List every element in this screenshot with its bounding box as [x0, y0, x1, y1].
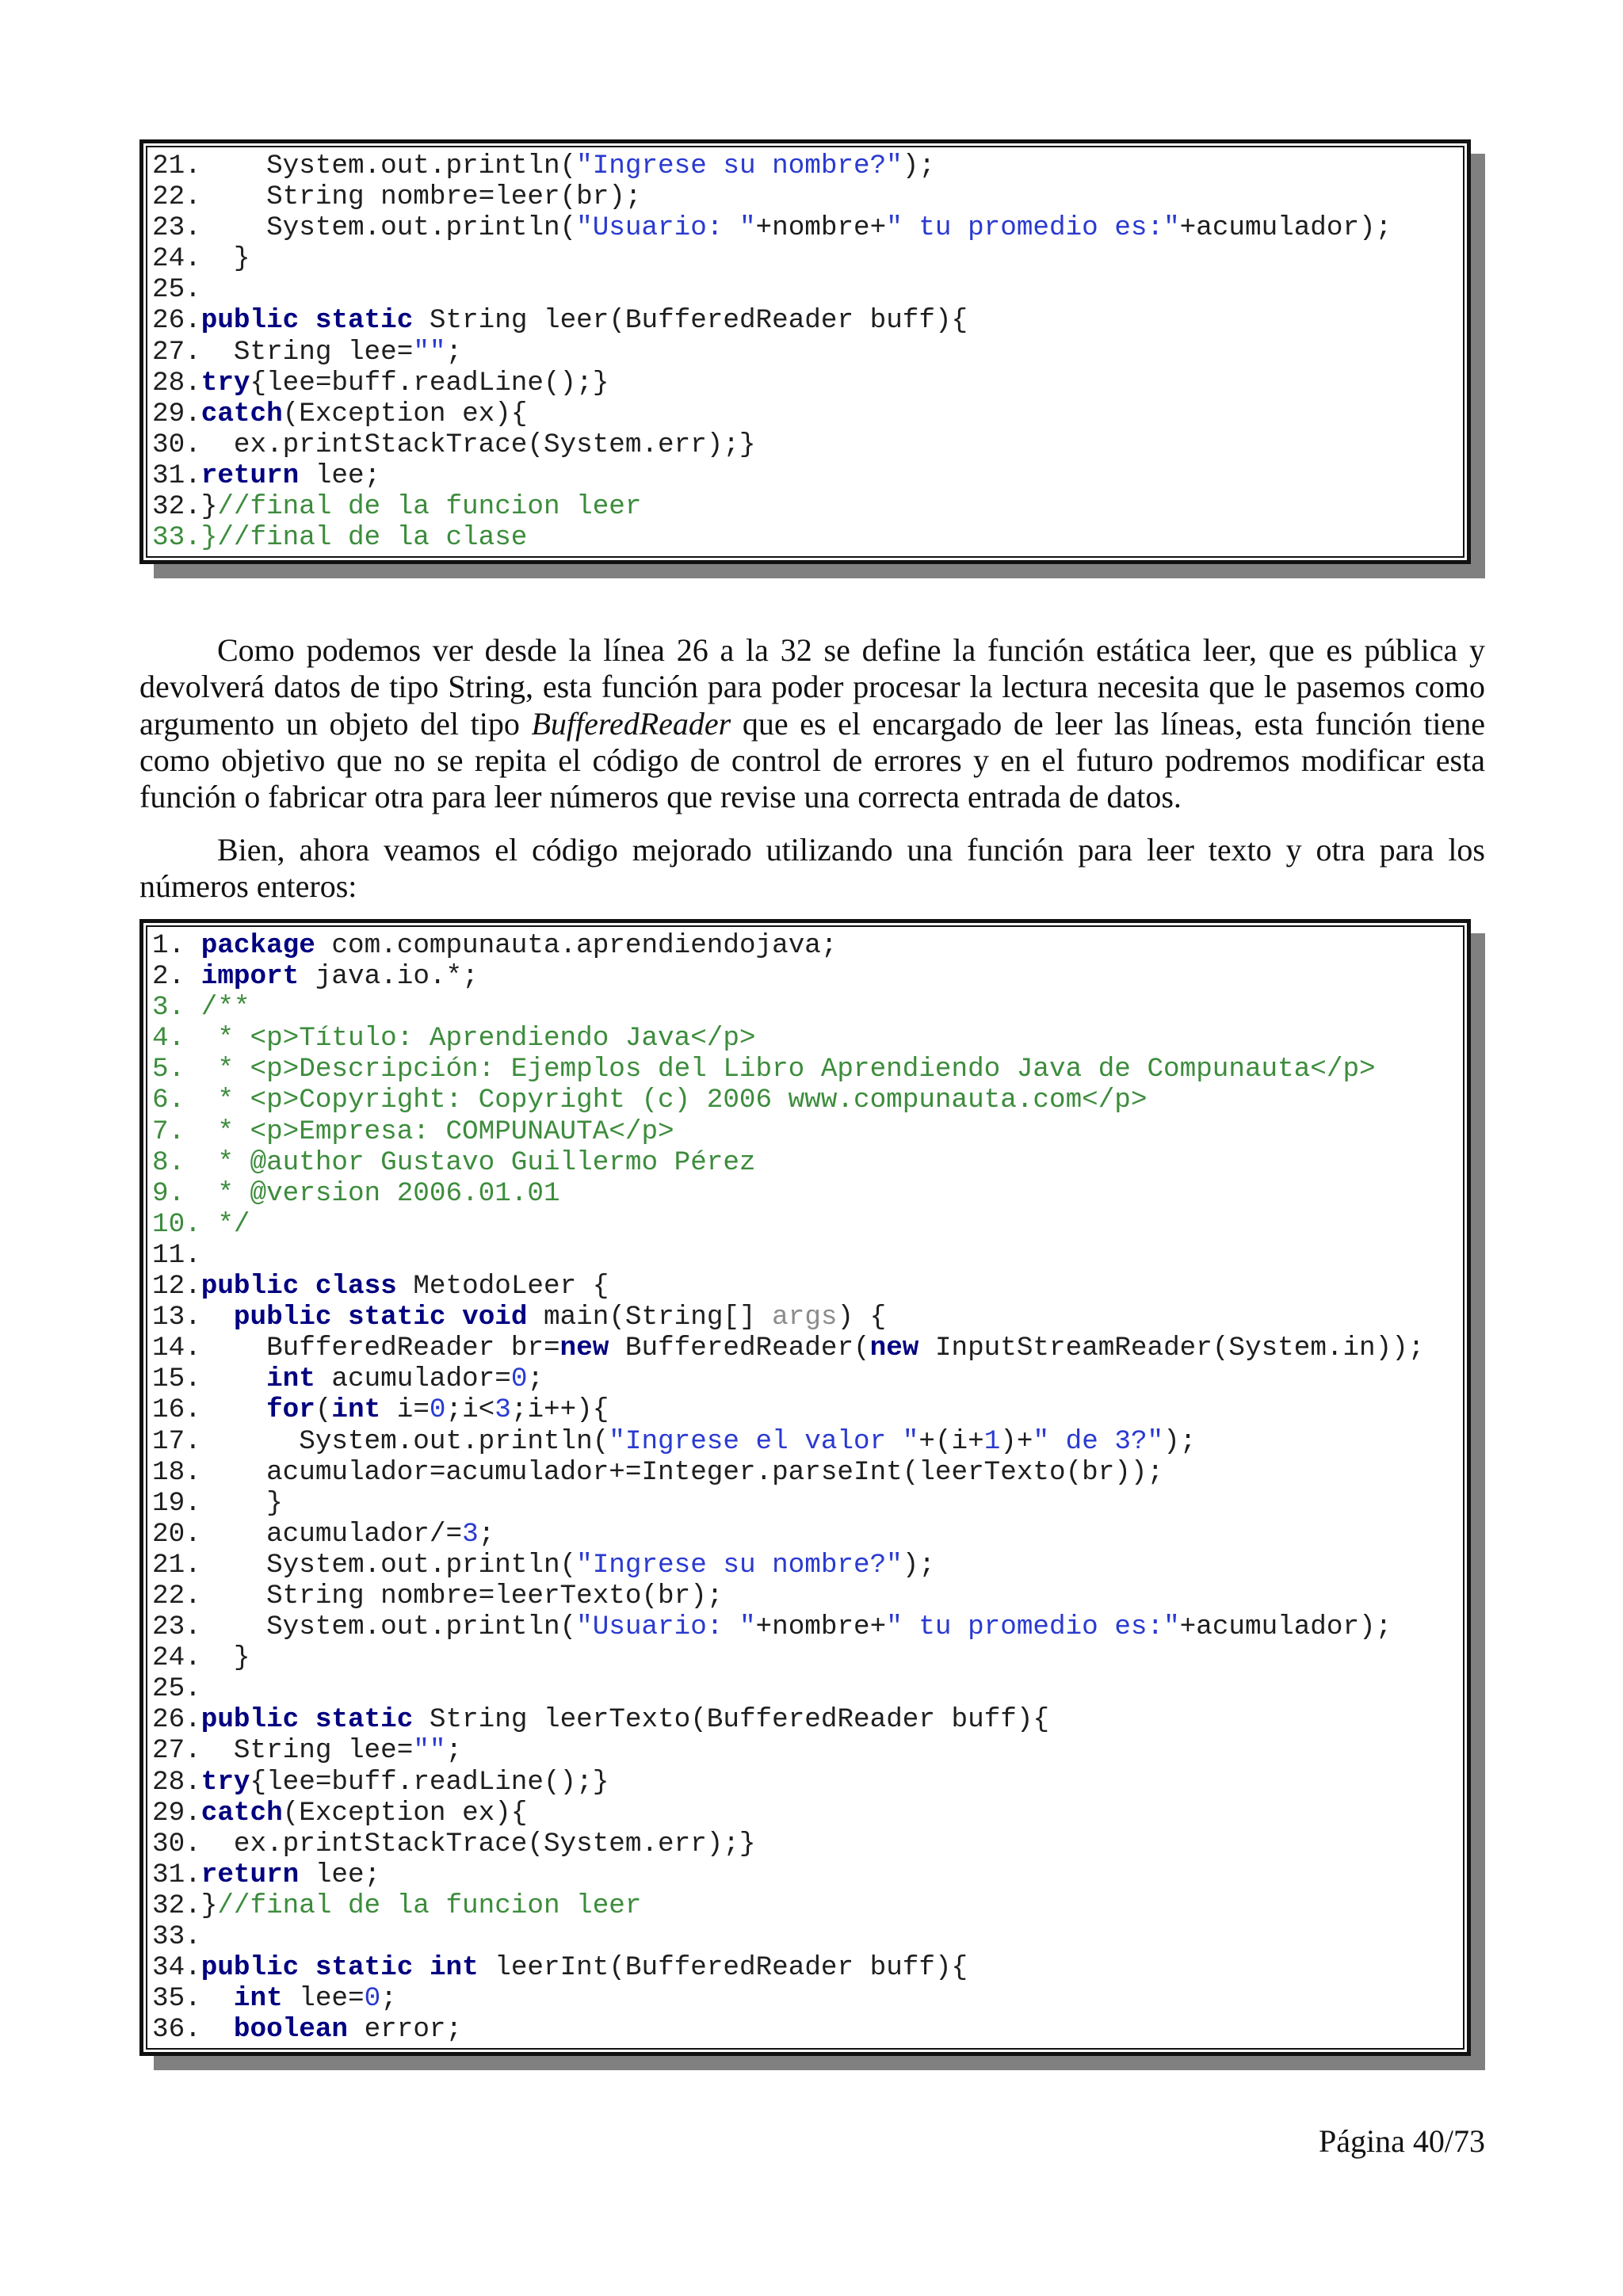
code-token-plain: 11.	[152, 1239, 201, 1271]
code-line	[152, 1519, 1463, 1550]
code-token-plain: 21. System.out.println(	[152, 1549, 577, 1581]
code-token-string: "Ingrese el valor "	[609, 1425, 919, 1457]
code-token-plain: 34.	[152, 1952, 201, 1984]
code-token-number: 3	[462, 1518, 479, 1550]
code-token-plain: leerInt(BufferedReader buff){	[478, 1952, 968, 1984]
code-line	[152, 305, 1463, 336]
code-line	[152, 1798, 1463, 1829]
code-token-plain	[299, 1271, 315, 1302]
code-token-number: 0	[429, 1394, 446, 1426]
code-token-plain: 12.	[152, 1271, 201, 1302]
code-line	[152, 1983, 1463, 2014]
code-token-string: " tu promedio es:"	[886, 212, 1180, 244]
code-line	[152, 274, 1463, 305]
code-token-plain: 21. System.out.println(	[152, 151, 577, 181]
code-token-keyword: int	[266, 1363, 315, 1395]
text-span: como objetivo que no se repita el código de control de errores y en el futuro podremos modificar esta	[139, 742, 1485, 778]
code-token-plain: (Exception ex){	[282, 398, 528, 429]
code-token-plain: {lee=buff.readLine();}	[250, 1766, 609, 1798]
code-token-comment: 10. */	[152, 1208, 250, 1240]
code-line	[152, 1302, 1463, 1333]
code-token-comment: 7. * <p>Empresa: COMPUNAUTA</p>	[152, 1116, 674, 1147]
code-token-plain: 14. BufferedReader br=	[152, 1333, 560, 1364]
code-line	[152, 1611, 1463, 1642]
code-line	[152, 243, 1463, 274]
code-token-plain: 19. }	[152, 1487, 283, 1519]
code-token-comment: 6. * <p>Copyright: Copyright (c) 2006 www.compunauta.com</p>	[152, 1085, 1148, 1116]
code-token-comment: //final de la funcion leer	[217, 1890, 642, 1921]
code-line	[152, 1890, 1463, 1921]
code-token-keyword: static	[315, 1704, 414, 1736]
code-token-string: ""	[413, 1735, 446, 1767]
code-token-plain: 28.	[152, 367, 201, 399]
code-token-param: args	[772, 1302, 838, 1333]
code-token-keyword: public	[200, 305, 300, 337]
code-token-plain: 29.	[152, 1797, 201, 1829]
code-token-plain: ) {	[837, 1302, 887, 1333]
code-token-plain: 35.	[152, 1983, 234, 2015]
code-line	[152, 1426, 1463, 1457]
code-token-plain: 23. System.out.println(	[152, 212, 577, 244]
text-span: Bien, ahora veamos el código mejorado utilizando una función para leer texto y otra para los	[217, 832, 1485, 868]
code-token-number: 3	[495, 1394, 511, 1426]
code-listing-body	[146, 925, 1465, 2050]
code-token-keyword: try	[200, 1766, 250, 1798]
paragraph-line	[139, 632, 1485, 669]
code-line	[152, 1859, 1463, 1890]
page-number: Página 40/73	[1319, 2123, 1485, 2159]
code-line	[152, 1767, 1463, 1798]
code-line	[152, 1735, 1463, 1766]
code-token-plain	[331, 1302, 348, 1333]
code-token-plain: acumulador=	[315, 1363, 511, 1395]
code-line	[152, 460, 1463, 491]
italic-text: BufferedReader	[531, 705, 731, 742]
code-token-plain	[299, 305, 315, 336]
code-token-plain: 26.	[152, 305, 201, 337]
code-line	[152, 1704, 1463, 1735]
text-span: devolverá datos de tipo String, esta función para poder procesar la lectura necesita que le pasemos como	[139, 669, 1485, 705]
code-token-keyword: package	[200, 930, 315, 961]
code-token-plain: +acumulador);	[1179, 212, 1392, 244]
code-token-plain: 25.	[152, 274, 201, 306]
code-line	[152, 1116, 1463, 1147]
text-span: Como podemos ver desde la línea 26 a la 32 se define la función estática leer, que es pública y	[217, 632, 1485, 668]
code-line	[152, 1921, 1463, 1952]
code-token-keyword: catch	[200, 398, 283, 429]
code-line	[152, 1271, 1463, 1302]
code-token-comment: //final de la funcion leer	[217, 491, 642, 523]
text-span: que es el encargado de leer las líneas, esta función tiene	[731, 705, 1486, 742]
code-token-plain: ;	[527, 1363, 544, 1395]
code-line	[152, 1178, 1463, 1209]
code-token-string: " de 3?"	[1033, 1425, 1164, 1457]
code-token-comment: 8. * @author Gustavo Guillermo Pérez	[152, 1146, 756, 1178]
code-token-keyword: catch	[200, 1797, 283, 1829]
code-token-plain: 17. System.out.println(	[152, 1425, 609, 1457]
code-line	[152, 1394, 1463, 1425]
code-token-plain	[446, 1302, 463, 1333]
code-token-plain: 36.	[152, 2014, 234, 2046]
code-token-plain: 22. String nombre=leerTexto(br);	[152, 1580, 724, 1611]
code-token-plain: lee=	[282, 1983, 365, 2015]
code-token-plain: ;	[380, 1983, 397, 2015]
text-span: función o fabricar otra para leer números que revise una correcta entrada de datos.	[139, 779, 1182, 814]
code-token-plain: ;i<	[445, 1394, 495, 1426]
code-line	[152, 522, 1463, 553]
code-token-comment: 3. /**	[152, 992, 250, 1024]
code-token-plain: (	[315, 1394, 332, 1426]
code-line	[152, 1457, 1463, 1488]
code-token-plain: 30. ex.printStackTrace(System.err);}	[152, 1828, 756, 1859]
code-token-plain: 26.	[152, 1704, 201, 1736]
text-span: números enteros:	[139, 868, 357, 905]
code-line	[152, 368, 1463, 399]
code-token-plain: )+	[1000, 1425, 1033, 1457]
code-token-plain: 30. ex.printStackTrace(System.err);}	[152, 429, 756, 460]
code-line	[152, 930, 1463, 961]
code-line	[152, 1147, 1463, 1178]
code-token-comment: 9. * @version 2006.01.01	[152, 1177, 560, 1209]
code-token-string: "Usuario: "	[576, 1611, 756, 1643]
code-token-plain: 32.}	[152, 491, 218, 523]
code-token-comment: 33.}//final de la clase	[152, 522, 528, 554]
code-line	[152, 1023, 1463, 1054]
code-line	[152, 429, 1463, 460]
code-line	[152, 1209, 1463, 1240]
code-token-plain: 25.	[152, 1673, 201, 1705]
code-token-number: 1	[983, 1425, 1001, 1457]
code-token-plain	[413, 1952, 430, 1983]
code-token-keyword: return	[200, 1859, 300, 1890]
code-listing-body	[146, 146, 1465, 558]
paragraph-line	[139, 742, 1485, 779]
code-token-number: 0	[364, 1983, 381, 2015]
code-token-plain: main(String[]	[527, 1302, 773, 1333]
code-token-keyword: for	[266, 1394, 315, 1426]
code-token-keyword: boolean	[233, 2014, 348, 2046]
code-token-plain: 16.	[152, 1394, 267, 1426]
code-token-keyword: void	[462, 1302, 528, 1333]
code-token-plain: com.compunauta.aprendiendojava;	[315, 930, 838, 961]
code-token-plain: 27. String lee=	[152, 1735, 414, 1767]
code-token-plain: 27. String lee=	[152, 336, 414, 368]
code-token-plain: 31.	[152, 460, 201, 491]
code-token-keyword: public	[233, 1302, 332, 1333]
code-token-plain: ;	[445, 1735, 463, 1767]
code-token-keyword: static	[315, 305, 414, 337]
code-line	[152, 992, 1463, 1023]
code-token-plain: +(i+	[918, 1425, 984, 1457]
code-token-keyword: int	[331, 1394, 381, 1426]
code-token-keyword: public	[200, 1952, 300, 1984]
code-token-keyword: import	[200, 961, 300, 993]
code-token-plain: 23. System.out.println(	[152, 1611, 577, 1643]
code-line	[152, 399, 1463, 429]
code-token-keyword: int	[429, 1952, 479, 1984]
code-token-keyword: class	[315, 1271, 397, 1302]
code-token-plain: 24. }	[152, 243, 250, 275]
code-token-plain: error;	[348, 2014, 463, 2046]
code-token-plain: );	[902, 151, 935, 181]
code-token-string: "Usuario: "	[576, 212, 756, 244]
code-token-plain: ;i++){	[510, 1394, 609, 1426]
code-token-plain	[299, 1952, 315, 1983]
code-line	[152, 2014, 1463, 2045]
code-token-plain: lee;	[299, 1859, 381, 1890]
code-token-keyword: int	[233, 1983, 283, 2015]
code-line	[152, 1642, 1463, 1673]
code-token-string: "Ingrese su nombre?"	[576, 1549, 903, 1581]
paragraph	[139, 632, 1485, 815]
code-token-keyword: static	[315, 1952, 414, 1984]
code-token-plain: 32.}	[152, 1890, 218, 1921]
code-token-plain: 31.	[152, 1859, 201, 1890]
paragraph-line	[139, 832, 1485, 868]
code-token-plain: 20. acumulador/=	[152, 1518, 463, 1550]
code-token-plain: i=	[380, 1394, 430, 1426]
code-line	[152, 212, 1463, 243]
code-token-plain: +acumulador);	[1179, 1611, 1392, 1643]
code-token-plain: );	[1163, 1425, 1197, 1457]
code-token-keyword: new	[559, 1333, 609, 1364]
code-token-plain: BufferedReader(	[609, 1333, 870, 1364]
code-token-string: "Ingrese su nombre?"	[576, 151, 903, 181]
code-line	[152, 1054, 1463, 1085]
code-token-plain: 15.	[152, 1363, 267, 1395]
code-token-plain: 22. String nombre=leer(br);	[152, 181, 642, 213]
code-token-keyword: new	[869, 1333, 919, 1364]
code-line	[152, 1085, 1463, 1116]
code-token-plain: ;	[445, 336, 463, 368]
code-token-plain: lee;	[299, 460, 381, 491]
code-token-number: 0	[510, 1363, 528, 1395]
code-token-plain: java.io.*;	[299, 961, 479, 993]
code-token-plain: +nombre+	[755, 1611, 887, 1643]
paragraph-line	[139, 779, 1485, 815]
code-token-plain: 24. }	[152, 1642, 250, 1674]
code-token-plain: );	[902, 1549, 935, 1581]
code-line	[152, 491, 1463, 522]
paragraph	[139, 832, 1485, 906]
code-listing	[139, 139, 1471, 564]
code-line	[152, 1550, 1463, 1581]
code-token-plain: +nombre+	[755, 212, 887, 244]
code-token-plain: {lee=buff.readLine();}	[250, 367, 609, 399]
code-token-plain: String leer(BufferedReader buff){	[413, 305, 968, 337]
code-token-keyword: try	[200, 367, 250, 399]
code-token-plain: InputStreamReader(System.in));	[918, 1333, 1425, 1364]
code-token-plain: MetodoLeer {	[396, 1271, 609, 1302]
code-token-plain: 18. acumulador=acumulador+=Integer.parseInt(leerTexto(br));	[152, 1456, 1164, 1488]
code-token-plain: ;	[478, 1518, 495, 1550]
code-token-string: ""	[413, 336, 446, 368]
code-line	[152, 151, 1463, 181]
code-line	[152, 1952, 1463, 1983]
paragraph-line	[139, 706, 1485, 742]
paragraph-line	[139, 868, 1485, 905]
code-token-keyword: static	[348, 1302, 446, 1333]
code-token-plain: 13.	[152, 1302, 234, 1333]
code-token-keyword: public	[200, 1704, 300, 1736]
code-line	[152, 1333, 1463, 1363]
code-line	[152, 961, 1463, 992]
code-token-keyword: return	[200, 460, 300, 491]
code-token-plain: String leerTexto(BufferedReader buff){	[413, 1704, 1050, 1736]
code-line	[152, 181, 1463, 212]
code-line	[152, 1363, 1463, 1394]
code-line	[152, 337, 1463, 368]
code-token-plain: 1.	[152, 930, 201, 961]
code-line	[152, 1488, 1463, 1519]
code-token-plain: 29.	[152, 398, 201, 429]
text-span: argumento un objeto del tipo	[139, 705, 532, 742]
code-listing	[139, 919, 1471, 2056]
code-line	[152, 1673, 1463, 1704]
paragraph-line	[139, 669, 1485, 705]
code-token-string: " tu promedio es:"	[886, 1611, 1180, 1643]
code-token-plain: 28.	[152, 1766, 201, 1798]
code-token-comment: 4. * <p>Título: Aprendiendo Java</p>	[152, 1023, 756, 1055]
code-token-plain: 2.	[152, 961, 201, 993]
code-token-comment: 5. * <p>Descripción: Ejemplos del Libro Aprendiendo Java de Compunauta</p>	[152, 1054, 1376, 1085]
code-line	[152, 1829, 1463, 1859]
code-token-plain	[299, 1704, 315, 1735]
code-line	[152, 1581, 1463, 1611]
code-token-plain: 33.	[152, 1921, 201, 1952]
code-token-plain: (Exception ex){	[282, 1797, 528, 1829]
code-line	[152, 1240, 1463, 1271]
code-token-keyword: public	[200, 1271, 300, 1302]
